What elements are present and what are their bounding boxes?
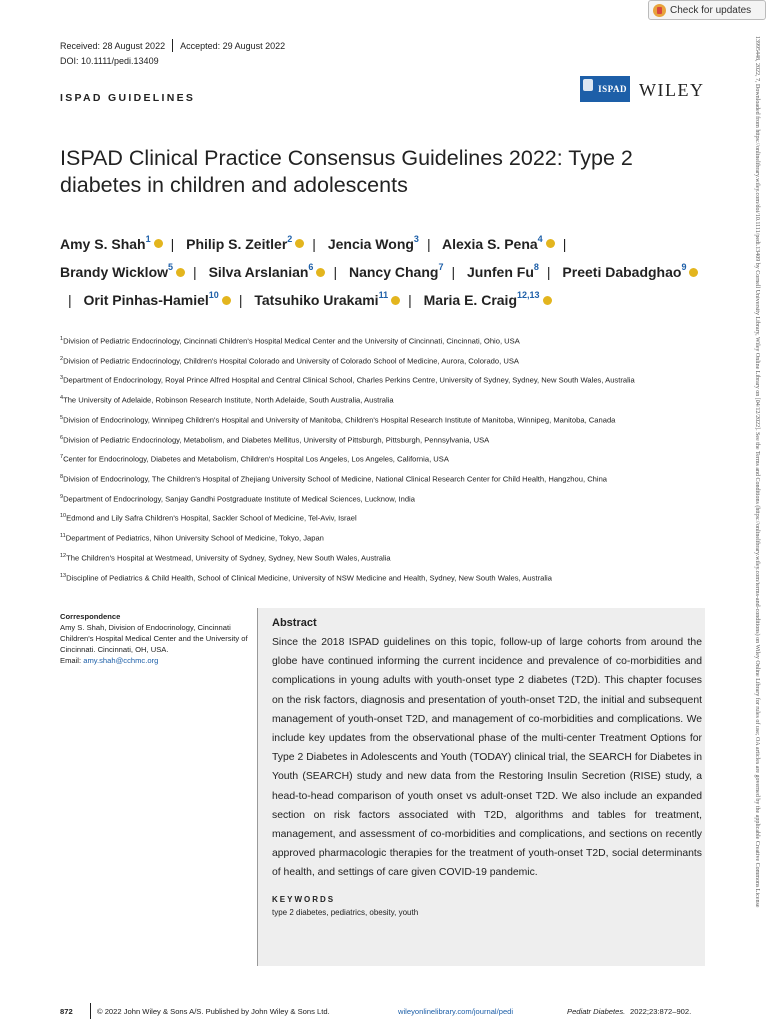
affiliation-text: Division of Endocrinology, The Children's Hospital of Zhejiang University School of Medicine, National Clinical Research Center for Child Health, Hangzhou, China	[63, 474, 608, 484]
author-name: Junfen Fu	[466, 263, 534, 280]
ispad-logo	[580, 76, 630, 102]
author-affiliation-ref[interactable]: 12,13	[517, 290, 540, 301]
keywords-heading: KEYWORDS	[272, 894, 336, 904]
affiliation-item	[60, 551, 710, 564]
author-affiliation-ref[interactable]: 4	[537, 234, 543, 244]
affiliation-item	[60, 511, 710, 524]
author	[84, 292, 231, 308]
author-affiliation-ref[interactable]: 6	[308, 262, 314, 273]
journal-name: Pediatr Diabetes.	[567, 1007, 626, 1016]
affiliation-text: Edmond and Lily Safra Children's Hospital, Sackler School of Medicine, Tel-Aviv, Israel	[66, 514, 357, 523]
author	[442, 236, 555, 252]
correspondence-text: Amy S. Shah, Division of Endocrinology, Cincinnati Children's Hospital Medical Center and the University of Cincinnati. Cincinnati, OH, USA.	[60, 623, 248, 654]
affiliation-item	[60, 452, 710, 465]
author	[328, 236, 419, 252]
author-name: Amy S. Shah	[60, 235, 146, 252]
author-affiliation-ref[interactable]: 2	[287, 234, 293, 244]
affiliation-item	[60, 393, 710, 406]
affiliation-text: Department of Pediatrics, Nihon University School of Medicine, Tokyo, Japan	[65, 533, 324, 543]
page-number: 872	[60, 1007, 73, 1016]
author	[349, 264, 443, 280]
wiley-logo: WILEY	[639, 80, 705, 100]
author	[60, 264, 185, 280]
keywords: type 2 diabetes, pediatrics, obesity, youth	[272, 907, 419, 917]
check-updates-icon	[653, 4, 666, 17]
author-affiliation-ref[interactable]: 10	[208, 290, 219, 301]
affiliation-item	[60, 531, 710, 544]
received-date: Received: 28 August 2022	[60, 40, 166, 51]
orcid-icon[interactable]	[154, 239, 163, 248]
journal-link[interactable]: wileyonlinelibrary.com/journal/pedi	[398, 1007, 514, 1016]
affiliation-number: 2	[60, 355, 64, 362]
orcid-icon[interactable]	[295, 239, 304, 248]
author-separator: |	[193, 263, 197, 280]
author	[60, 236, 163, 252]
affiliation-number: 11	[60, 533, 66, 540]
affiliation-text: Division of Pediatric Endocrinology, Metabolism, and Diabetes Mellitus, University of Pittsburgh, Pittsburgh, Pennsylvania, USA	[63, 435, 490, 445]
author-separator: |	[333, 263, 338, 280]
author-name: Tatsuhiko Urakami	[254, 291, 379, 308]
author	[254, 292, 400, 308]
correspondence-email-line	[60, 655, 265, 666]
author-name: Silva Arslanian	[208, 263, 309, 280]
correspondence-heading: Correspondence	[60, 612, 121, 621]
author-separator: |	[546, 263, 551, 280]
download-notice: 13995448, 2022, 7, Downloaded from https://onlinelibrary.wiley.com/doi/10.1111/pedi.13409 by Cornell University Library, Wiley Online Library on [04/12/2022]. See the Terms and Conditions (https://onlinelibrary.wiley.com/terms-and-conditions) on Wiley Online Library for rules of use; OA articles are governed by the applicable Creative Commons License	[754, 36, 760, 908]
affiliation-list	[60, 334, 710, 590]
affiliation-number: 5	[60, 414, 64, 421]
author-separator: |	[68, 291, 72, 308]
author-affiliation-ref[interactable]: 5	[168, 262, 174, 273]
author-name: Alexia S. Pena	[441, 235, 538, 252]
citation: 2022;23:872–902.	[630, 1007, 692, 1016]
affiliation-text: The University of Adelaide, Robinson Research Institute, North Adelaide, South Australia, Australia	[63, 395, 394, 405]
orcid-icon[interactable]	[391, 296, 400, 305]
author-name: Philip S. Zeitler	[186, 235, 288, 252]
author	[209, 264, 326, 280]
email-link[interactable]: amy.shah@cchmc.org	[83, 656, 159, 665]
check-for-updates-button[interactable]	[648, 0, 766, 20]
author-list	[60, 228, 700, 312]
author-name: Orit Pinhas-Hamiel	[83, 291, 209, 308]
author-name: Maria E. Craig	[423, 291, 517, 308]
author	[186, 236, 304, 252]
affiliation-number: 13	[60, 572, 67, 579]
author-separator: |	[238, 291, 243, 308]
author-affiliation-ref[interactable]: 1	[145, 234, 151, 244]
date-divider	[172, 39, 173, 52]
affiliation-number: 6	[60, 434, 64, 441]
author-separator: |	[312, 235, 316, 252]
orcid-icon[interactable]	[546, 239, 555, 248]
ispad-logo-text: ISPAD	[598, 84, 627, 94]
affiliation-item	[60, 433, 710, 446]
affiliation-text: Center for Endocrinology, Diabetes and Metabolism, Children's Hospital Los Angeles, Los Angeles, California, USA	[63, 454, 449, 464]
affiliation-text: The Children's Hospital at Westmead, University of Sydney, Sydney, New South Wales, Australia	[66, 553, 391, 563]
author-name: Preeti Dabadghao	[562, 263, 682, 280]
affiliation-number: 10	[60, 513, 67, 520]
ispad-logo-mark	[583, 79, 593, 91]
article-dates	[60, 39, 285, 52]
footer-divider	[90, 1003, 91, 1019]
affiliation-item	[60, 413, 710, 426]
affiliation-item	[60, 373, 710, 386]
abstract-text: Since the 2018 ISPAD guidelines on this topic, follow-up of large cohorts from around the globe have continued informing the current incidence and prevalence of co-morbidities and complications in young adults with youth-onset type 2 diabetes (T2D). This chapter focuses on the risk factors, diagnosis and presentation of youth-onset T2D, the initial and subsequent management of youth-onset T2D, and management of co-morbidities and complications. We include key updates from the observational phase of the multi-center Treatment Options for Type 2 Diabetes in Adolescents and Youth (TODAY) clinical trial, the SEARCH for Diabetes in Youth (SEARCH) study and new data from the Restoring Insulin Secretion (RISE) study, a head-to-head comparison of youth onset vs adult-onset T2D. We also include an expanded section on risk factors associated with T2D, algorithms and tables for treatment, management, and assessment of co-morbidities and complications, and sections on recently approved pharmacologic therapies for the treatment of youth-onset T2D, social determinants of health, and settings of care given COVID-19 pandemic.	[272, 637, 702, 879]
affiliation-number: 9	[60, 493, 64, 500]
page-footer	[60, 1006, 710, 1020]
author-separator: |	[451, 263, 456, 280]
section-label: ISPAD GUIDELINES	[60, 92, 196, 104]
affiliation-number: 4	[60, 395, 64, 402]
accepted-date: Accepted: 29 August 2022	[180, 40, 286, 51]
affiliation-item	[60, 354, 710, 367]
abstract-heading: Abstract	[272, 617, 317, 629]
author-affiliation-ref[interactable]: 9	[681, 262, 687, 273]
affiliation-item	[60, 334, 710, 347]
affiliation-text: Division of Pediatric Endocrinology, Children's Hospital Colorado and University of Colorado School of Medicine, Aurora, Colorado, USA	[63, 356, 519, 366]
orcid-icon[interactable]	[689, 268, 698, 277]
check-updates-label: Check for updates	[670, 4, 752, 16]
orcid-icon[interactable]	[176, 268, 185, 277]
author	[424, 292, 552, 308]
article-title: ISPAD Clinical Practice Consensus Guidelines 2022: Type 2 diabetes in children and adolescents	[60, 146, 633, 197]
abstract-box	[257, 608, 705, 966]
copyright: © 2022 John Wiley & Sons A/S. Published by John Wiley & Sons Ltd.	[97, 1007, 330, 1016]
author-separator: |	[170, 235, 175, 252]
author	[467, 264, 539, 280]
author-name: Nancy Chang	[348, 263, 439, 280]
author-name: Brandy Wicklow	[60, 263, 169, 280]
affiliation-text: Department of Endocrinology, Sanjay Gandhi Postgraduate Institute of Medical Sciences, Lucknow, India	[63, 494, 415, 504]
author-affiliation-ref[interactable]: 8	[533, 262, 539, 273]
affiliation-number: 1	[60, 336, 64, 342]
affiliation-text: Division of Pediatric Endocrinology, Cincinnati Children's Hospital Medical Center and the University of Cincinnati, Cincinnati, Ohio, USA	[63, 336, 520, 346]
affiliation-number: 12	[60, 552, 67, 559]
author-name: Jencia Wong	[327, 235, 414, 252]
orcid-icon[interactable]	[222, 296, 231, 305]
email-label: Email:	[60, 656, 84, 665]
author	[562, 264, 698, 280]
author-separator: |	[426, 235, 431, 252]
doi: DOI: 10.1111/pedi.13409	[60, 56, 159, 66]
author-affiliation-ref[interactable]: 3	[413, 234, 419, 244]
author-separator: |	[562, 235, 567, 252]
affiliation-number: 3	[60, 375, 64, 382]
author-separator: |	[408, 291, 412, 308]
affiliation-number: 8	[60, 474, 64, 481]
author-affiliation-ref[interactable]: 11	[378, 290, 389, 301]
correspondence	[60, 611, 265, 666]
orcid-icon[interactable]	[316, 268, 325, 277]
affiliation-text: Discipline of Pediatrics & Child Health, School of Clinical Medicine, University of NSW Medicine and Health, Sydney, New South Wales, Australia	[66, 573, 552, 583]
affiliation-item	[60, 492, 710, 505]
orcid-icon[interactable]	[543, 296, 552, 305]
affiliation-item	[60, 472, 710, 485]
affiliation-text: Department of Endocrinology, Royal Prince Alfred Hospital and Central Clinical School, Charles Perkins Centre, University of Sydney, Sydney, New South Wales, Australia	[63, 375, 635, 385]
affiliation-item	[60, 571, 710, 584]
author-affiliation-ref[interactable]: 7	[438, 262, 444, 273]
affiliation-text: Division of Endocrinology, Winnipeg Children's Hospital and University of Manitoba, Children's Hospital Research Institute of Manitoba, Winnipeg, Manitoba, Canada	[63, 415, 616, 425]
affiliation-number: 7	[60, 454, 64, 461]
